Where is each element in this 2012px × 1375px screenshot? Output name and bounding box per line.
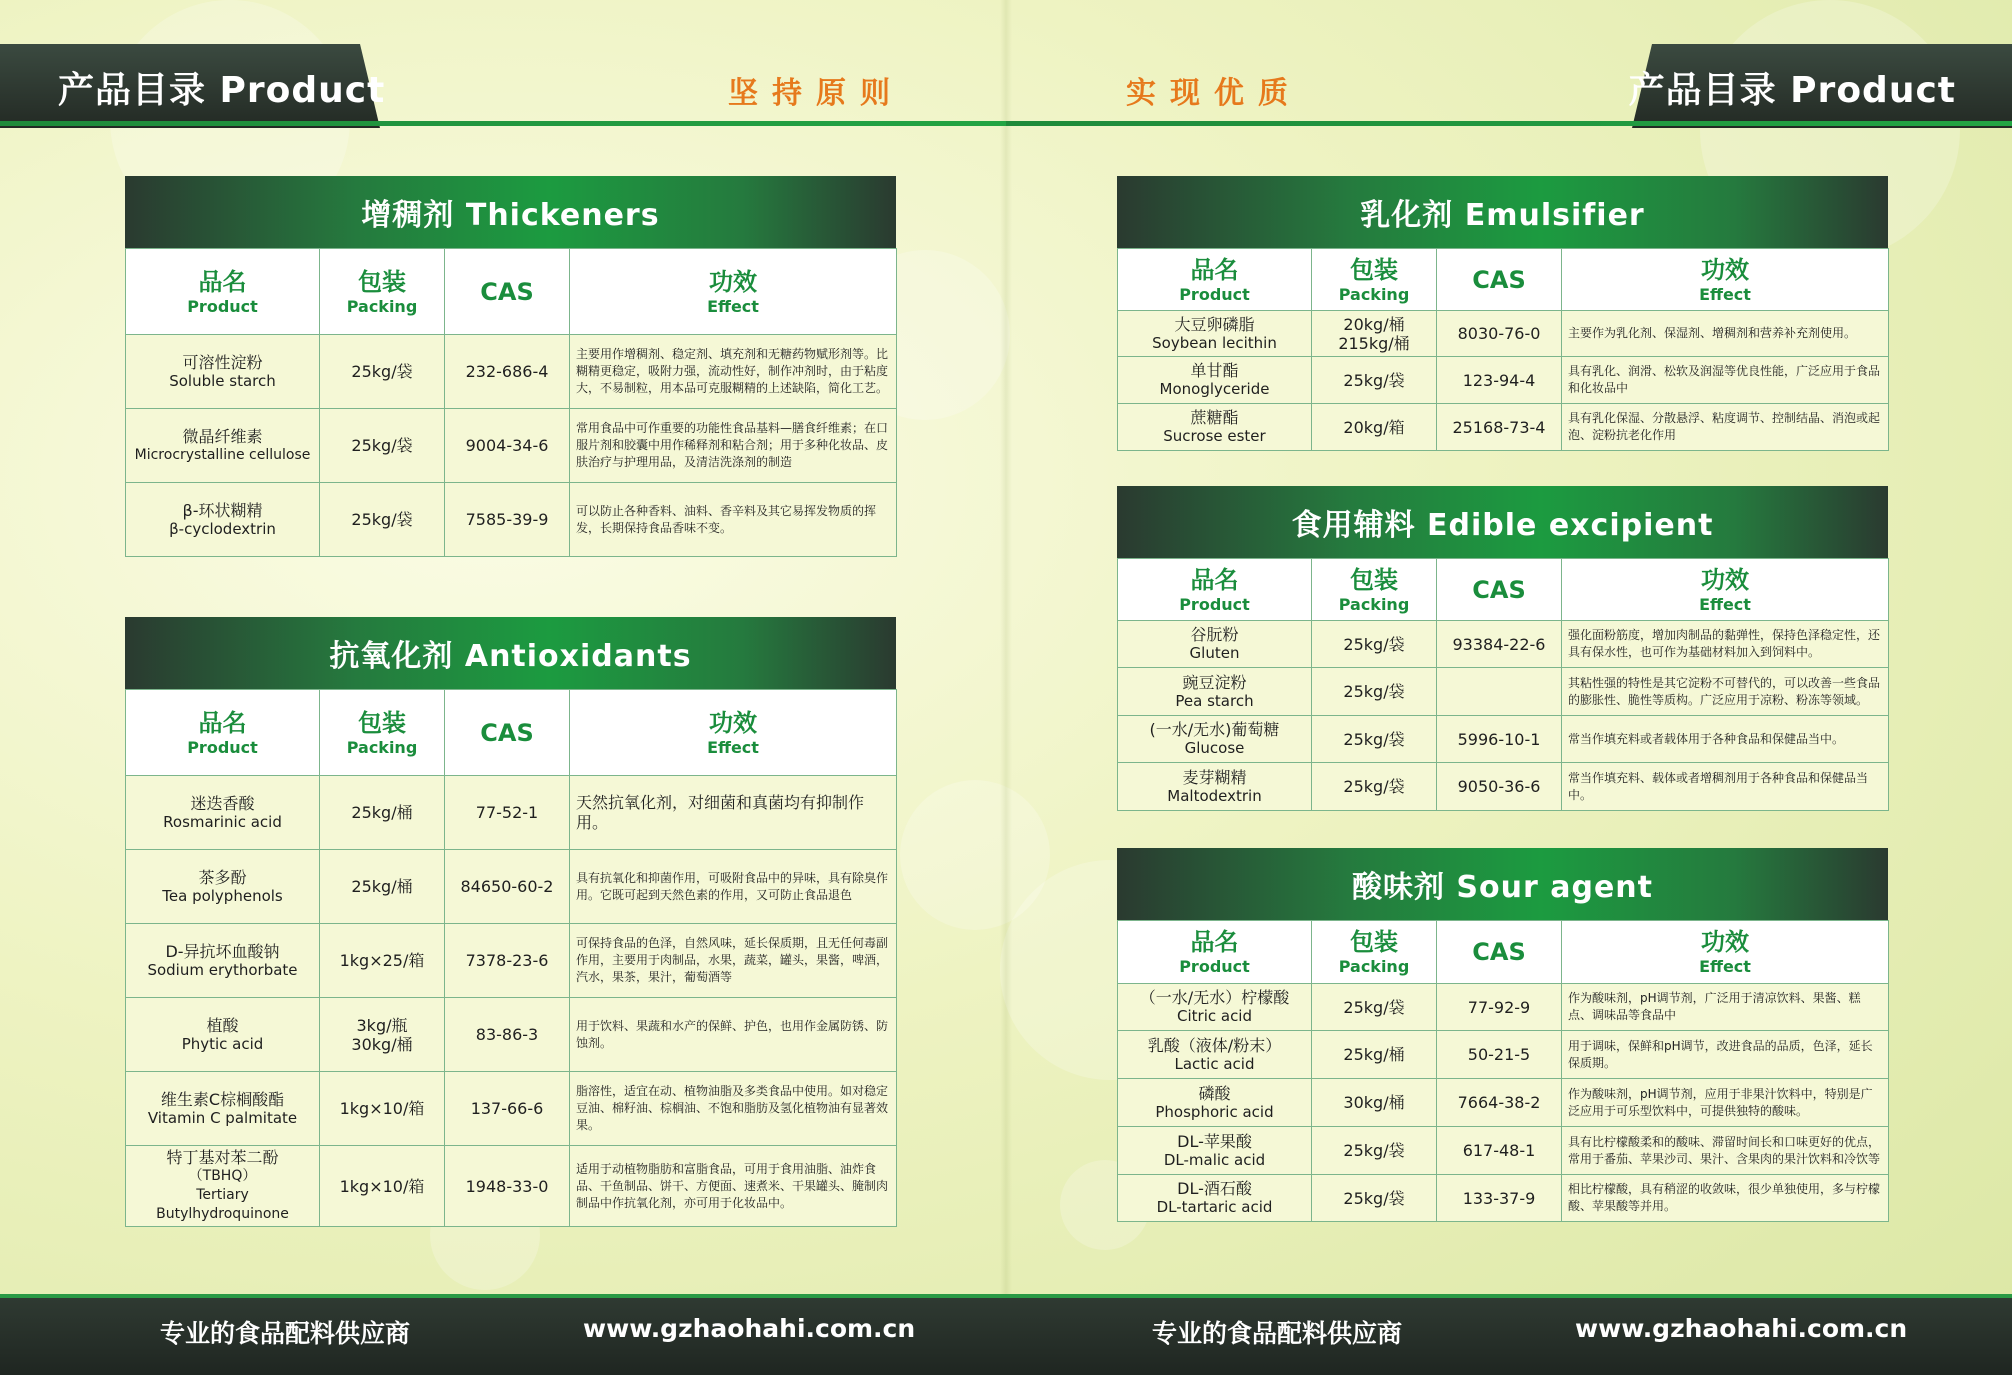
table-row [1118,1079,1889,1127]
table-row [1118,984,1889,1031]
product-name-cell: β-环状糊精 β-cyclodextrin [126,483,320,557]
table-row [1118,1175,1889,1222]
col-product: 品名 Product [126,690,320,776]
product-name-cell: 蔗糖酯 Sucrose ester [1118,404,1312,451]
table-row [1118,716,1889,763]
cas-cell: 617-48-1 [1437,1127,1562,1175]
table-row [1118,357,1889,404]
section-title: 抗氧化剂 Antioxidants [125,617,896,689]
header-title-left: 产品目录 Product [58,70,386,111]
table-row [126,409,897,483]
table-row [126,924,897,998]
product-table [1117,248,1889,451]
footer-url-right[interactable]: www.gzhaohahi.com.cn [1575,1314,1908,1343]
table-header-row [1118,559,1889,621]
table-row [126,483,897,557]
table-row [1118,668,1889,716]
packing-cell: 25kg/袋 [1312,1127,1437,1175]
cas-cell: 8030-76-0 [1437,311,1562,357]
col-packing: 包装 Packing [320,690,445,776]
table-row [1118,763,1889,811]
effect-cell: 用于饮料、果蔬和水产的保鲜、护色，也用作金属防锈、防蚀剂。 [570,998,897,1072]
product-name-cell: 谷朊粉 Gluten [1118,621,1312,668]
effect-cell: 强化面粉筋度，增加肉制品的黏弹性，保持色泽稳定性，还具有保水性，也可作为基础材料加入到饲料中。 [1562,621,1889,668]
section-title: 乳化剂 Emulsifier [1117,176,1888,248]
effect-cell: 具有乳化保湿、分散悬浮、粘度调节、控制结晶、消泡或起泡、淀粉抗老化作用 [1562,404,1889,451]
table-row [1118,311,1889,357]
table-header-row [1118,921,1889,984]
col-product: 品名 Product [1118,559,1312,621]
col-packing: 包装 Packing [320,249,445,335]
cas-cell: 123-94-4 [1437,357,1562,404]
product-table [1117,558,1889,811]
effect-cell: 常用食品中可作重要的功能性食品基料—膳食纤维素；在口服片剂和胶囊中用作稀释剂和粘合剂；用于多种化妆品、皮肤治疗与护理用品，及清洁洗涤剂的制造 [570,409,897,483]
product-name-cell: 大豆卵磷脂 Soybean lecithin [1118,311,1312,357]
effect-cell: 相比柠檬酸，具有稍涩的收敛味，很少单独使用，多与柠檬酸、苹果酸等并用。 [1562,1175,1889,1222]
packing-cell: 25kg/桶 [320,850,445,924]
product-table [125,248,897,557]
effect-cell: 可保持食品的色泽，自然风味，延长保质期，且无任何毒副作用，主要用于肉制品，水果，蔬菜，罐头，果酱，啤酒，汽水，果茶，果汁，葡萄酒等 [570,924,897,998]
col-cas: CAS [1437,559,1562,621]
product-name-cell: 维生素C棕榈酸酯 Vitamin C palmitate [126,1072,320,1146]
packing-cell: 25kg/袋 [320,483,445,557]
product-name-cell: （一水/无水）柠檬酸 Citric acid [1118,984,1312,1031]
product-table [1117,920,1889,1222]
effect-cell: 常当作填充料或者载体用于各种食品和保健品当中。 [1562,716,1889,763]
packing-cell: 30kg/桶 [1312,1079,1437,1127]
col-packing: 包装 Packing [1312,249,1437,311]
packing-cell: 20kg/箱 [1312,404,1437,451]
packing-cell: 1kg×10/箱 [320,1072,445,1146]
cas-cell: 84650-60-2 [445,850,570,924]
col-effect: 功效 Effect [570,249,897,335]
product-name-cell: 豌豆淀粉 Pea starch [1118,668,1312,716]
effect-cell: 作为酸味剂，pH调节剂，广泛用于清凉饮料、果酱、糕点、调味品等食品中 [1562,984,1889,1031]
effect-cell: 可以防止各种香料、油料、香辛料及其它易挥发物质的挥发，长期保持食品香味不变。 [570,483,897,557]
footer-url-left[interactable]: www.gzhaohahi.com.cn [583,1314,916,1343]
effect-cell: 适用于动植物脂肪和富脂食品，可用于食用油脂、油炸食品、干鱼制品、饼干、方便面、速煮米、干果罐头、腌制肉制品中作抗氧化剂，亦可用于化妆品中。 [570,1146,897,1227]
cas-cell: 77-92-9 [1437,984,1562,1031]
section-antioxidants [125,617,896,1227]
table-header-row [126,690,897,776]
col-cas: CAS [445,690,570,776]
effect-cell: 具有比柠檬酸柔和的酸味、滞留时间长和口味更好的优点，常用于番茄、苹果沙司、果汁、含果肉的果汁饮料和冷饮等 [1562,1127,1889,1175]
cas-cell: 1948-33-0 [445,1146,570,1227]
packing-cell: 25kg/袋 [320,335,445,409]
product-name-cell: 单甘酯 Monoglyceride [1118,357,1312,404]
col-effect: 功效 Effect [1562,559,1889,621]
header-line-right [1006,121,2012,126]
packing-cell: 1kg×25/箱 [320,924,445,998]
col-packing: 包装 Packing [1312,921,1437,984]
product-name-cell: 特丁基对苯二酚 （TBHQ） Tertiary Butylhydroquinone [126,1146,320,1227]
packing-cell: 25kg/桶 [1312,1031,1437,1079]
cas-cell: 137-66-6 [445,1072,570,1146]
table-header-row [126,249,897,335]
col-product: 品名 Product [1118,921,1312,984]
table-row [1118,1031,1889,1079]
cas-cell: 7378-23-6 [445,924,570,998]
effect-cell: 具有乳化、润滑、松软及润湿等优良性能，广泛应用于食品和化妆品中 [1562,357,1889,404]
table-row [1118,621,1889,668]
product-name-cell: DL-酒石酸 DL-tartaric acid [1118,1175,1312,1222]
cas-cell [1437,668,1562,716]
section-title: 酸味剂 Sour agent [1117,848,1888,920]
section-emulsifier [1117,176,1888,451]
packing-cell: 3kg/瓶 30kg/桶 [320,998,445,1072]
packing-cell: 25kg/袋 [1312,668,1437,716]
product-name-cell: DL-苹果酸 DL-malic acid [1118,1127,1312,1175]
product-name-cell: 植酸 Phytic acid [126,998,320,1072]
motto-left: 坚持原则 [728,76,904,111]
cas-cell: 7585-39-9 [445,483,570,557]
table-row [126,1146,897,1227]
effect-cell: 主要用作增稠剂、稳定剂、填充剂和无糖药物赋形剂等。比糊精更稳定，吸附力强，流动性好，制作冲剂时，由于粘度大，不易制粒，用本品可克服糊精的上述缺陷，简化工艺。 [570,335,897,409]
packing-cell: 25kg/袋 [1312,984,1437,1031]
cas-cell: 7664-38-2 [1437,1079,1562,1127]
packing-cell: 25kg/袋 [320,409,445,483]
section-title: 增稠剂 Thickeners [125,176,896,248]
col-effect: 功效 Effect [570,690,897,776]
cas-cell: 133-37-9 [1437,1175,1562,1222]
product-name-cell: 茶多酚 Tea polyphenols [126,850,320,924]
footer-slogan-right: 专业的食品配料供应商 [1152,1319,1403,1348]
table-row [126,998,897,1072]
packing-cell: 1kg×10/箱 [320,1146,445,1227]
packing-cell: 25kg/桶 [320,776,445,850]
effect-cell: 脂溶性，适宜在动、植物油脂及多类食品中使用。如对稳定豆油、棉籽油、棕榈油、不饱和脂肪及氢化植物油有显著效果。 [570,1072,897,1146]
packing-cell: 25kg/袋 [1312,1175,1437,1222]
footer-slogan-left: 专业的食品配料供应商 [160,1319,411,1348]
product-name-cell: 磷酸 Phosphoric acid [1118,1079,1312,1127]
cas-cell: 93384-22-6 [1437,621,1562,668]
product-name-cell: 微晶纤维素 Microcrystalline cellulose [126,409,320,483]
table-row [126,850,897,924]
effect-cell: 天然抗氧化剂，对细菌和真菌均有抑制作用。 [570,776,897,850]
col-cas: CAS [1437,249,1562,311]
table-row [1118,404,1889,451]
cas-cell: 232-686-4 [445,335,570,409]
col-cas: CAS [445,249,570,335]
effect-cell: 作为酸味剂，pH调节剂，应用于非果汁饮料中，特别是广泛应用于可乐型饮料中，可提供独特的酸味。 [1562,1079,1889,1127]
packing-cell: 25kg/袋 [1312,763,1437,811]
table-header-row [1118,249,1889,311]
effect-cell: 主要作为乳化剂、保湿剂、增稠剂和营养补充剂使用。 [1562,311,1889,357]
packing-cell: 25kg/袋 [1312,716,1437,763]
cas-cell: 5996-10-1 [1437,716,1562,763]
effect-cell: 常当作填充料、载体或者增稠剂用于各种食品和保健品当中。 [1562,763,1889,811]
product-name-cell: 可溶性淀粉 Soluble starch [126,335,320,409]
product-name-cell: D-异抗坏血酸钠 Sodium erythorbate [126,924,320,998]
cas-cell: 25168-73-4 [1437,404,1562,451]
col-effect: 功效 Effect [1562,921,1889,984]
section-thickeners [125,176,896,557]
table-row [1118,1127,1889,1175]
product-name-cell: (一水/无水)葡萄糖 Glucose [1118,716,1312,763]
effect-cell: 用于调味，保鲜和pH调节，改进食品的品质，色泽，延长保质期。 [1562,1031,1889,1079]
packing-cell: 20kg/桶 215kg/桶 [1312,311,1437,357]
motto-right: 实现优质 [1126,76,1302,111]
product-name-cell: 乳酸（液体/粉末） Lactic acid [1118,1031,1312,1079]
col-cas: CAS [1437,921,1562,984]
product-name-cell: 麦芽糊精 Maltodextrin [1118,763,1312,811]
cas-cell: 77-52-1 [445,776,570,850]
col-product: 品名 Product [126,249,320,335]
effect-cell: 具有抗氧化和抑菌作用，可吸附食品中的异味，具有除臭作用。它既可起到天然色素的作用，又可防止食品退色 [570,850,897,924]
product-table [125,689,897,1227]
col-packing: 包装 Packing [1312,559,1437,621]
table-row [126,1072,897,1146]
header-title-right: 产品目录 Product [1628,70,1956,111]
section-sour-agent [1117,848,1888,1222]
product-name-cell: 迷迭香酸 Rosmarinic acid [126,776,320,850]
header-line-left [0,121,1006,126]
cas-cell: 9004-34-6 [445,409,570,483]
packing-cell: 25kg/袋 [1312,621,1437,668]
table-row [126,776,897,850]
packing-cell: 25kg/袋 [1312,357,1437,404]
effect-cell: 其粘性强的特性是其它淀粉不可替代的，可以改善一些食品的膨胀性、脆性等质构。广泛应用于凉粉、粉冻等领域。 [1562,668,1889,716]
cas-cell: 50-21-5 [1437,1031,1562,1079]
section-edible-excipient [1117,486,1888,811]
cas-cell: 83-86-3 [445,998,570,1072]
table-row [126,335,897,409]
cas-cell: 9050-36-6 [1437,763,1562,811]
section-title: 食用辅料 Edible excipient [1117,486,1888,558]
col-product: 品名 Product [1118,249,1312,311]
col-effect: 功效 Effect [1562,249,1889,311]
